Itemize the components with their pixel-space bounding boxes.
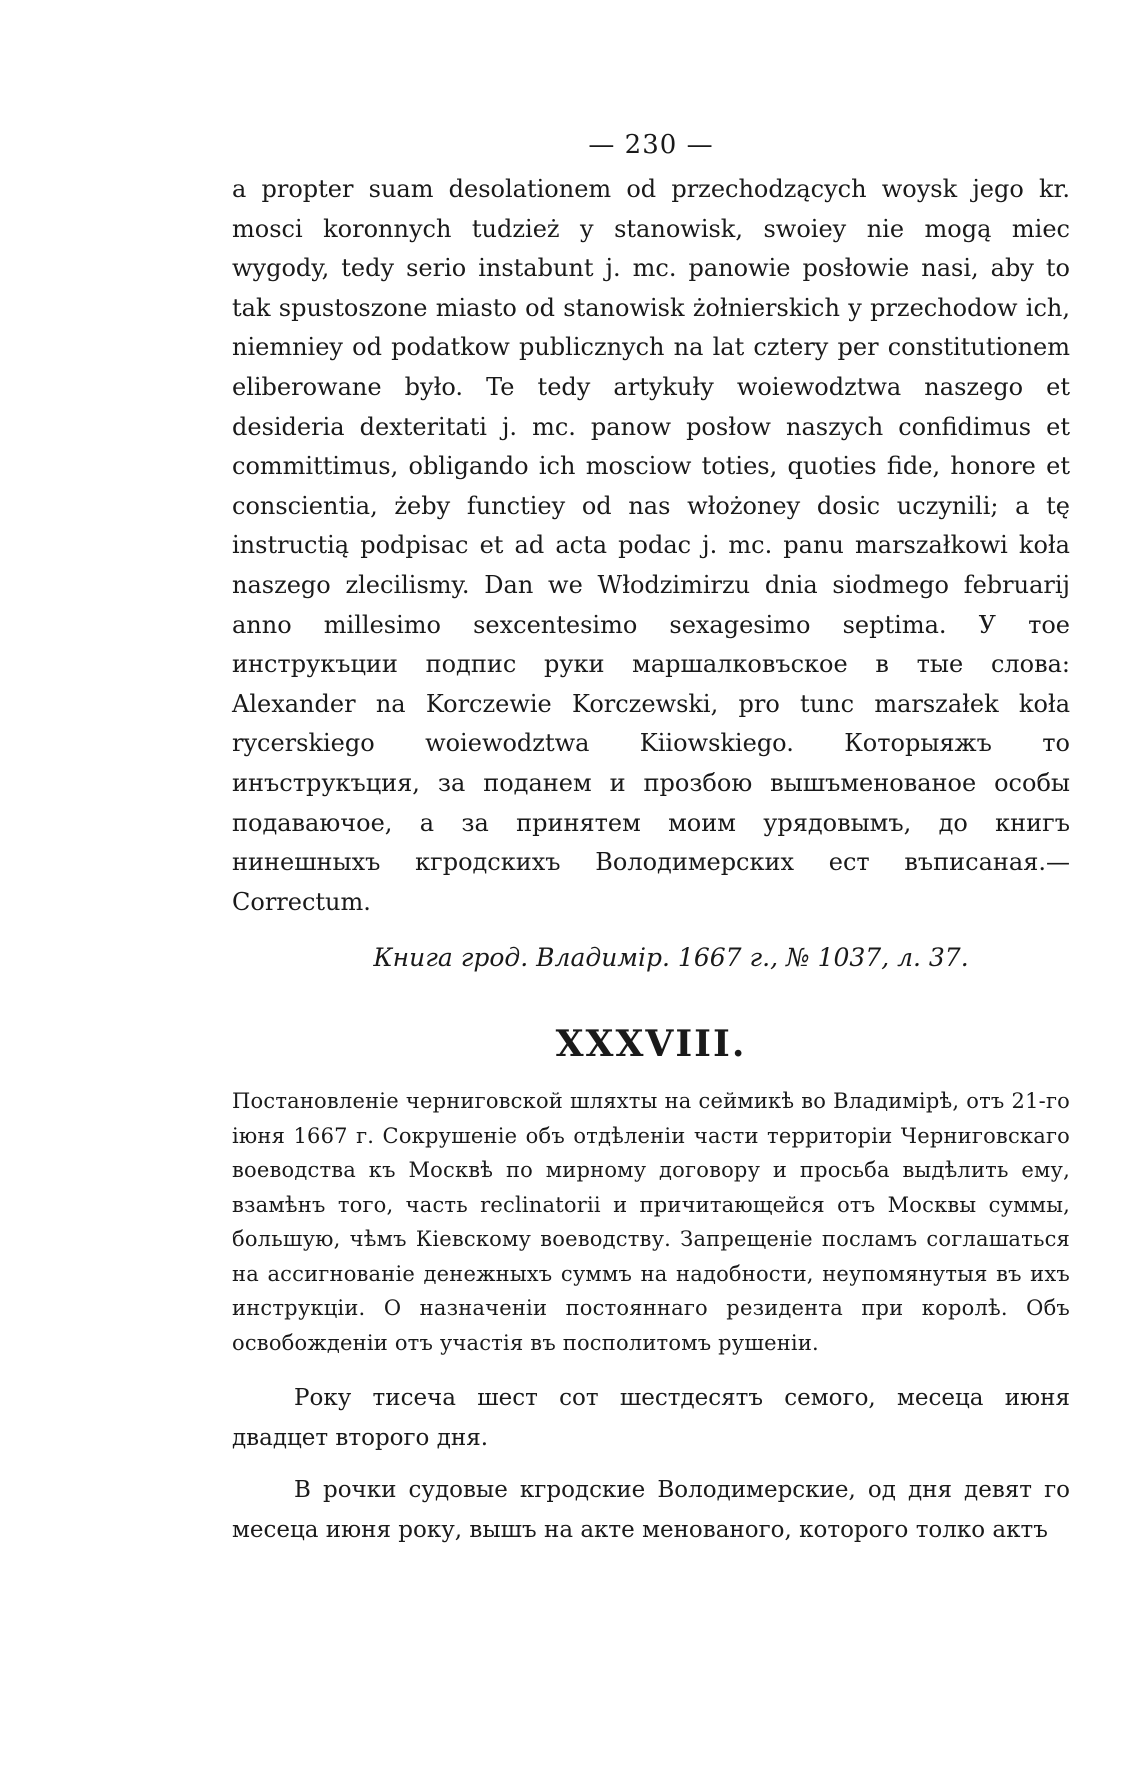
body-paragraph: Року тисеча шест сот шестдесятъ семого, месеца июня двадцет второго дня. [232, 1385, 1070, 1452]
text-paragraph: a propter suam desolationem od przechodzących woysk jego kr. mosci koronnych tudzież y stanowisk, swoiey nie mogą miec wygody, tedy serio instabunt j. mc. panowie posłowie nasi, aby to tak spustoszone miasto od stanowisk żołnierskich y przechodow ich, niemniey od podatkow publicznych na lat cztery per constitutionem eliberowane było. Te tedy artykuły woiewodztwa naszego et desideria dexteritati j. mc. panow posłow naszych confidimus et committimus, obligando ich mosciow toties, quoties fide, honore et conscientia, żeby functiey od nas włożoney dosic uczynili; a tę instructią podpisac et ad acta podac j. mc. panu marszałkowi koła naszego zlecilismy. Dan we Włodzimirzu dnia siodmego februarij anno millesimo sexcentesimo sexagesimo septima. У тое инструкъции подпис руки маршалковъское в тые слова: Alexander na Korczewie Korczewski, pro tunc marszałek koła rycerskiego woiewodztwa Kiiowskiego. Которыяжъ то инъструкъция, за поданем и прозбою вышъменованое особы подаваючое, а за принятем моим урядовымъ, до книгъ нинешныхъ кгродскихъ Володимерских ест въписаная.— Correctum. [232, 175, 1070, 916]
body-paragraph: В рочки судовые кгродские Володимерские, од дня девят го месеца июня року, вышъ на акте менованого, которого толко актъ [232, 1477, 1070, 1544]
document-summary: Постановленіе черниговской шляхты на сеймикѣ во Владимірѣ, отъ 21-го іюня 1667 г. Сокрушеніе объ отдѣленіи части территоріи Черниговскаго воеводства къ Москвѣ по мирному договору и просьба выдѣлить ему, взамѣнъ того, часть reclinatorii и причитающейся отъ Москвы суммы, большую, чѣмъ Кіевскому воеводству. Запрещеніе посламъ соглашаться на ассигнованіе денежныхъ суммъ на надобности, неупомянутыя въ ихъ инструкціи. О назначеніи постояннаго резидента при королѣ. Объ освобожденіи отъ участія въ посполитомъ рушеніи. [232, 1089, 1070, 1355]
page-number: — 230 — [588, 130, 714, 160]
page [232, 130, 1070, 1550]
document-number: XXXVIII. [555, 1023, 747, 1066]
source-reference: Книга грод. Владимір. 1667 г., № 1037, л. 37. [373, 943, 969, 973]
